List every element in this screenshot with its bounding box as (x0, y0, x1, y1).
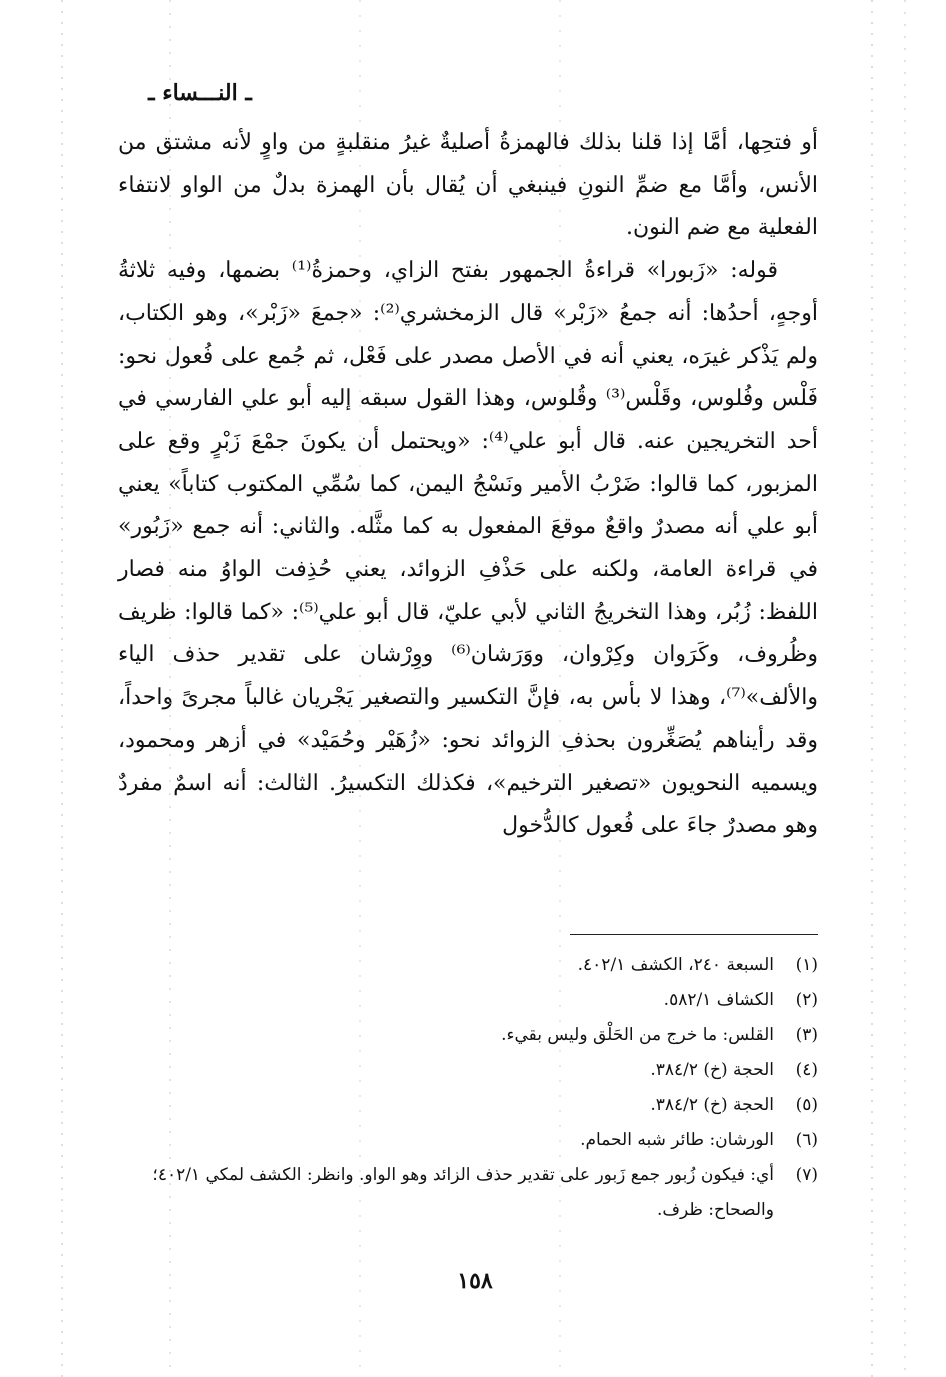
footnote-number: (٤) (795, 1060, 818, 1080)
footnote-text: الكشاف ٥٨٢/١. (663, 990, 774, 1010)
page-number: ١٥٨ (457, 1268, 493, 1294)
footnote-text: أي: فيكون زُبور جمع زَبور على تقدير حذف الزائد وهو الواو. وانظر: الكشف لمكي ٤٠٢/١؛ والصحاح: ظرف. (152, 1165, 774, 1220)
footnote-3 (118, 1018, 818, 1053)
footnote-number: (٥) (795, 1095, 818, 1115)
footnote-number: (٧) (795, 1165, 818, 1185)
footnote-2 (118, 983, 818, 1018)
footnote-7 (118, 1158, 818, 1228)
running-title: ـ النـــساء ـ (148, 80, 252, 106)
footnote-6 (118, 1123, 818, 1158)
footnote-1 (118, 948, 818, 983)
page-header (0, 80, 946, 114)
paragraph-2: قوله: «زَبورا» قراءةُ الجمهور بفتح الزاي، وحمزةُ⁽¹⁾ بضمها، وفيه ثلاثةُ أوجهٍ، أحدُها: أنه جمعُ «زَبْر» قال الزمخشري⁽²⁾: «جمعَ «زَبْر»، وهو الكتاب، ولم يَذْكر غيرَه، يعني أنه في الأصل مصدر على فَعْل، ثم جُمع على فُعول نحو: فَلْس وفُلوس، وقَلْس⁽³⁾ وقُلوس، وهذا القول سبقه إليه أبو علي الفارسي في أحد التخريجين عنه. قال أبو علي⁽⁴⁾: «ويحتمل أن يكونَ جمْعَ زَبْرٍ وقع على المزبور، كما قالوا: ضَرْبُ الأمير ونَسْجُ اليمن، كما سُمِّي المكتوب كتاباً» يعني أبو علي أنه مصدرٌ واقعٌ موقعَ المفعول به كما مثَّله. والثاني: أنه جمع «زَبُور» في قراءة العامة، ولكنه على حَذْفِ الزوائد، يعني حُذِفت الواوُ منه فصار اللفظ: زُبُر، وهذا التخريجُ الثاني لأبي عليّ، قال أبو علي⁽⁵⁾: «كما قالوا: ظريف وظُروف، وكَرَوان وكِرْوان، ووَرَشان⁽⁶⁾ ووِرْشان على تقدير حذف الياء والألف»⁽⁷⁾، وهذا لا بأس به، فإنَّ التكسير والتصغير يَجْريان غالباً مجرىً واحداً، وقد رأيناهم يُصَغِّرون بحذفِ الزوائد نحو: «زُهَيْر وحُمَيْد» في أزهر ومحمود، ويسميه النحويون «تصغير الترخيم»، فكذلك التكسيرُ. الثالث: أنه اسمٌ مفردٌ وهو مصدرٌ جاءَ على فُعول كالدُّخول (118, 258, 818, 839)
footnote-text: الورشان: طائر شبه الحمام. (580, 1130, 774, 1150)
paragraph-1: أو فتحِها، أمَّا إذا قلنا بذلك فالهمزةُ أصليةٌ غيرُ منقلبةٍ من واوٍ لأنه مشتق من الأنس، وأمَّا مع ضمِّ النونِ فينبغي أن يُقال بأن الهمزة بدلٌ من الواو لانتفاء الفعلية مع ضم النون. (118, 130, 818, 241)
footnote-text: الحجة (خ) ٣٨٤/٢. (650, 1060, 774, 1080)
footnote-number: (٣) (795, 1025, 818, 1045)
footnote-number: (٢) (795, 990, 818, 1010)
footnote-text: السبعة ٢٤٠، الكشف ٤٠٢/١. (577, 955, 774, 975)
footnote-text: الحجة (خ) ٣٨٤/٢. (650, 1095, 774, 1115)
footnote-text: القلس: ما خرج من الحَلْق وليس بقيء. (501, 1025, 774, 1045)
footnote-4 (118, 1053, 818, 1088)
footnote-number: (١) (795, 955, 818, 975)
footnote-5 (118, 1088, 818, 1123)
footnote-separator (570, 934, 818, 935)
footnotes (118, 948, 818, 1228)
footnote-number: (٦) (795, 1130, 818, 1150)
body-text (118, 122, 818, 848)
